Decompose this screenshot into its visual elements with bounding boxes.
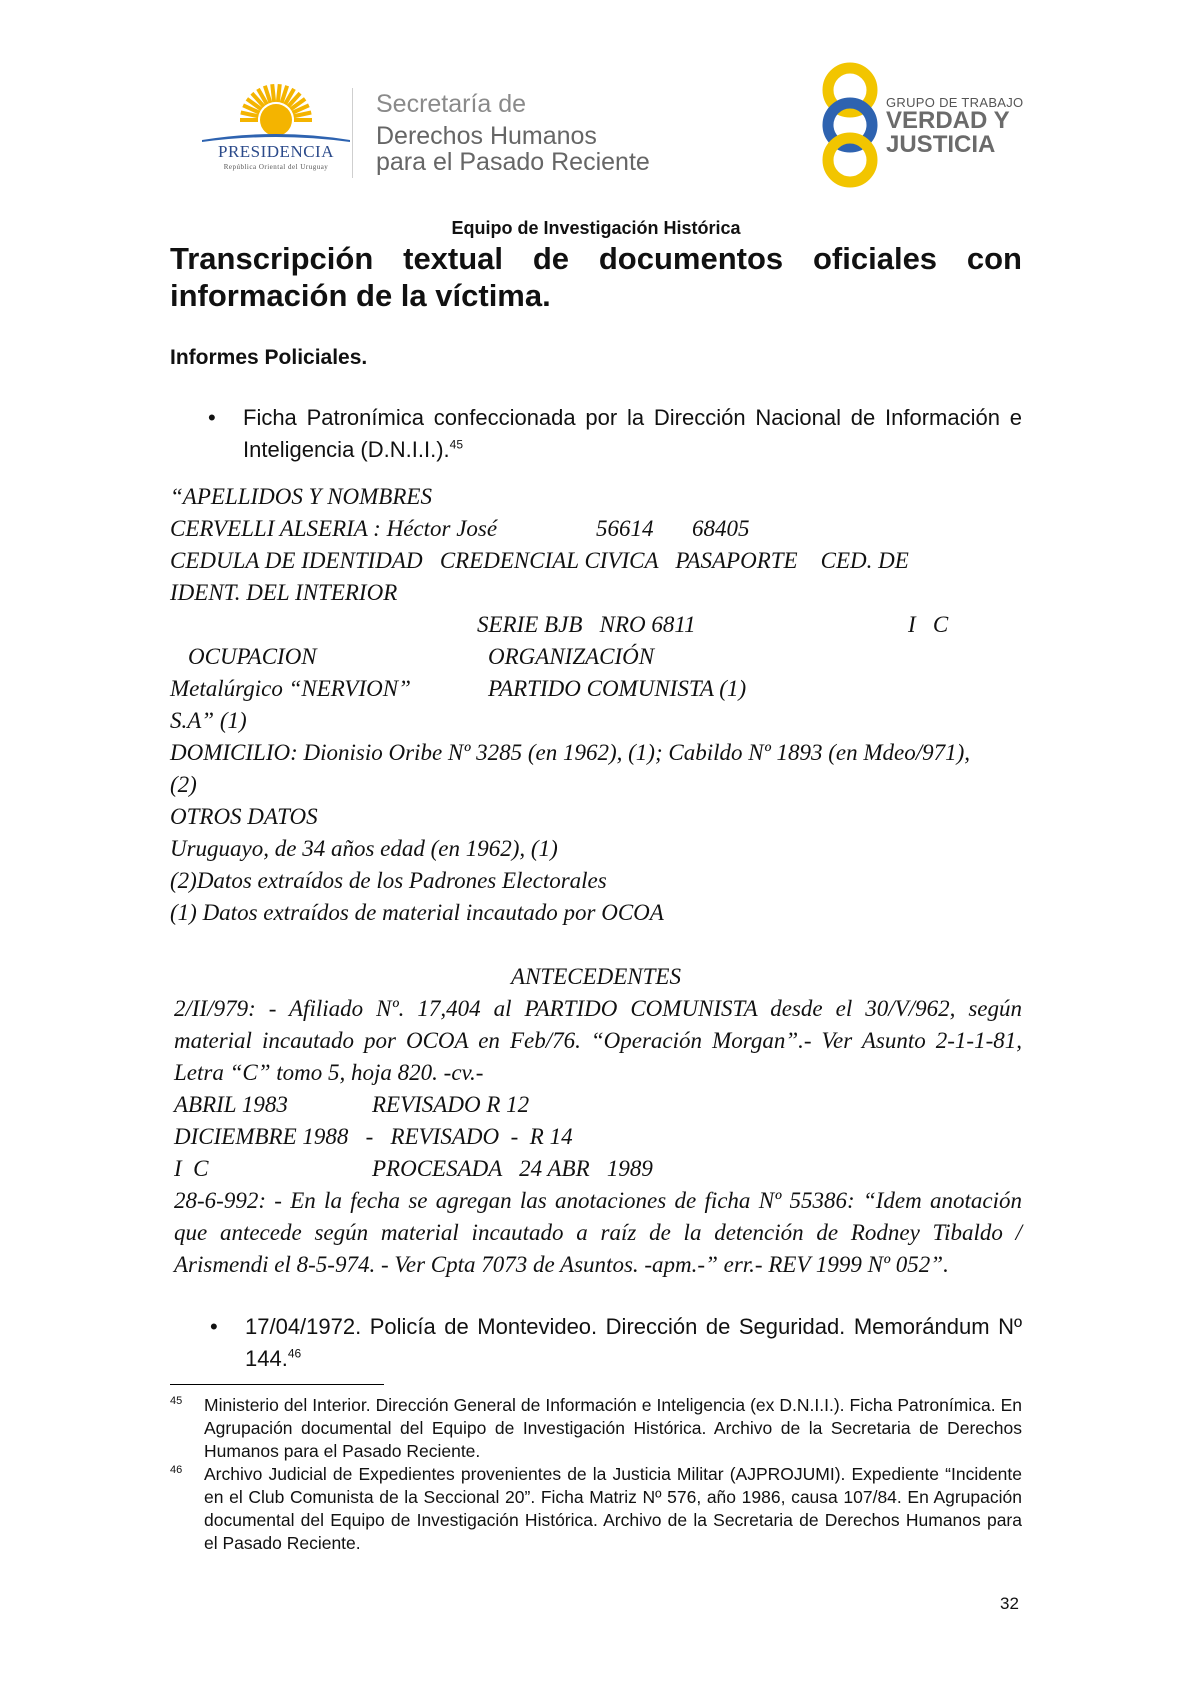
footnote-ref-46: 46 (287, 1346, 302, 1361)
revision-1-date: ABRIL 1983 (174, 1092, 288, 1117)
bullet-1-text: Ficha Patronímica confeccionada por la Dirección Nacional de Información e Inteligencia (D.N.I.I.). (243, 405, 1022, 462)
sun-ray (278, 84, 280, 102)
bullet-2-text: 17/04/1972. Policía de Montevideo. Dirección de Seguridad. Memorándum Nº 144. (245, 1314, 1022, 1371)
sun-ray (272, 84, 274, 102)
section-subheading: Informes Policiales. (170, 346, 368, 369)
ficha-name: CERVELLI ALSERIA : Héctor José (170, 516, 498, 541)
ficha-line-apellidos: “APELLIDOS Y NOMBRES (170, 484, 432, 509)
revision-3-status: PROCESADA 24 ABR 1989 (372, 1156, 653, 1181)
antecedentes-paragraph-1: 2/II/979: - Afiliado Nº. 17,404 al PARTIDO COMUNISTA desde el 30/V/962, según material incautado por OCOA en Feb/76. “Operación Morgan”.- Ver Asunto 2-1-1-81, Letra “C” tomo 5, hoja 820. -cv.- (174, 996, 1022, 1085)
page-number: 32 (1000, 1594, 1019, 1613)
footnote-number: 46 (170, 1464, 183, 1476)
ficha-otros-2: (2)Datos extraídos de los Padrones Electorales (170, 868, 607, 893)
footnote-45 (170, 1394, 1022, 1464)
ficha-number-1: 56614 (596, 516, 654, 541)
ficha-sa: S.A” (1) (170, 708, 247, 733)
antecedentes-heading: ANTECEDENTES (511, 964, 681, 989)
footnote-number: 45 (170, 1395, 183, 1407)
footnote-ref-45: 45 (449, 437, 463, 452)
revision-1-status: REVISADO R 12 (372, 1092, 530, 1117)
ficha-doc-headers: CEDULA DE IDENTIDAD CREDENCIAL CIVICA PASAPORTE CED. DE (170, 548, 909, 573)
secretaria-line-1: Secretaría de (376, 90, 527, 118)
antecedentes-paragraph-2: 28-6-992: - En la fecha se agregan las anotaciones de ficha Nº 55386: “Idem anotación que antecede según material incautado a raíz de la detención de Rodney Tibaldo / Arismendi el 8-5-974. - Ver Cpta 7073 de Asuntos. -apm.-” err.- REV 1999 Nº 052”. (174, 1188, 1022, 1277)
footnote-separator (170, 1384, 384, 1385)
presidencia-label: PRESIDENCIA (217, 142, 334, 161)
secretaria-line-2: Derechos Humanos (376, 122, 597, 150)
footnote-46 (170, 1463, 1022, 1558)
ficha-number-2: 68405 (692, 516, 750, 541)
ficha-otros-1: Uruguayo, de 34 años edad (en 1962), (1) (170, 836, 558, 861)
footnote-text: Archivo Judicial de Expedientes provenientes de la Justicia Militar (AJPROJUMI). Expediente “Incidente en el Club Comunista de la Seccional 20”. Ficha Matriz Nº 576, año 1986, causa 107/84. En Agrupación documental del Equipo de Investigación Histórica. Archivo de la Secretaria de Derechos Humanos para el Pasado Reciente. (204, 1464, 1022, 1553)
revision-3-code: I C (174, 1156, 209, 1181)
bullet-dot: • (210, 1314, 218, 1339)
ficha-doc-headers-2: IDENT. DEL INTERIOR (170, 580, 398, 605)
grupo-title-1: VERDAD Y (886, 107, 1010, 134)
ficha-ic: I C (908, 612, 949, 637)
grupo-title-2: JUSTICIA (886, 131, 996, 158)
footnote-text: Ministerio del Interior. Dirección General de Información e Inteligencia (ex D.N.I.I.). Ficha Patronímica. En Agrupación documental del Equipo de Investigación Histórica. Archivo de la Secretaria de Derechos Humanos para el Pasado Reciente. (204, 1395, 1022, 1461)
ficha-serie: SERIE BJB NRO 6811 (477, 612, 696, 637)
revision-2: DICIEMBRE 1988 - REVISADO - R 14 (174, 1124, 573, 1149)
ficha-ocupacion-label: OCUPACION (188, 644, 317, 669)
team-heading: Equipo de Investigación Histórica (451, 218, 741, 238)
grupo-rings-logo (806, 62, 898, 188)
ficha-ocupacion-value: Metalúrgico “NERVION” (170, 676, 411, 701)
ficha-organizacion-label: ORGANIZACIÓN (488, 644, 655, 669)
presidencia-subtitle: República Oriental del Uruguay (223, 163, 329, 171)
ficha-domicilio-2: (2) (170, 772, 197, 797)
page-title: Transcripción textual de documentos oficiales con información de la víctima. (170, 241, 1022, 313)
bullet-dot: • (208, 405, 216, 430)
bullet-item-1 (208, 402, 1022, 472)
ficha-otros-datos-label: OTROS DATOS (170, 804, 318, 829)
ficha-otros-3: (1) Datos extraídos de material incautado por OCOA (170, 900, 664, 925)
ficha-domicilio: DOMICILIO: Dionisio Oribe Nº 3285 (en 1962), (1); Cabildo Nº 1893 (en Mdeo/971), (170, 740, 971, 765)
ficha-organizacion-value: PARTIDO COMUNISTA (1) (488, 676, 747, 701)
grupo-title-small: GRUPO DE TRABAJO (886, 95, 1024, 110)
header-divider (352, 88, 353, 178)
secretaria-line-3: para el Pasado Reciente (376, 148, 650, 176)
bullet-item-2 (210, 1311, 1022, 1381)
